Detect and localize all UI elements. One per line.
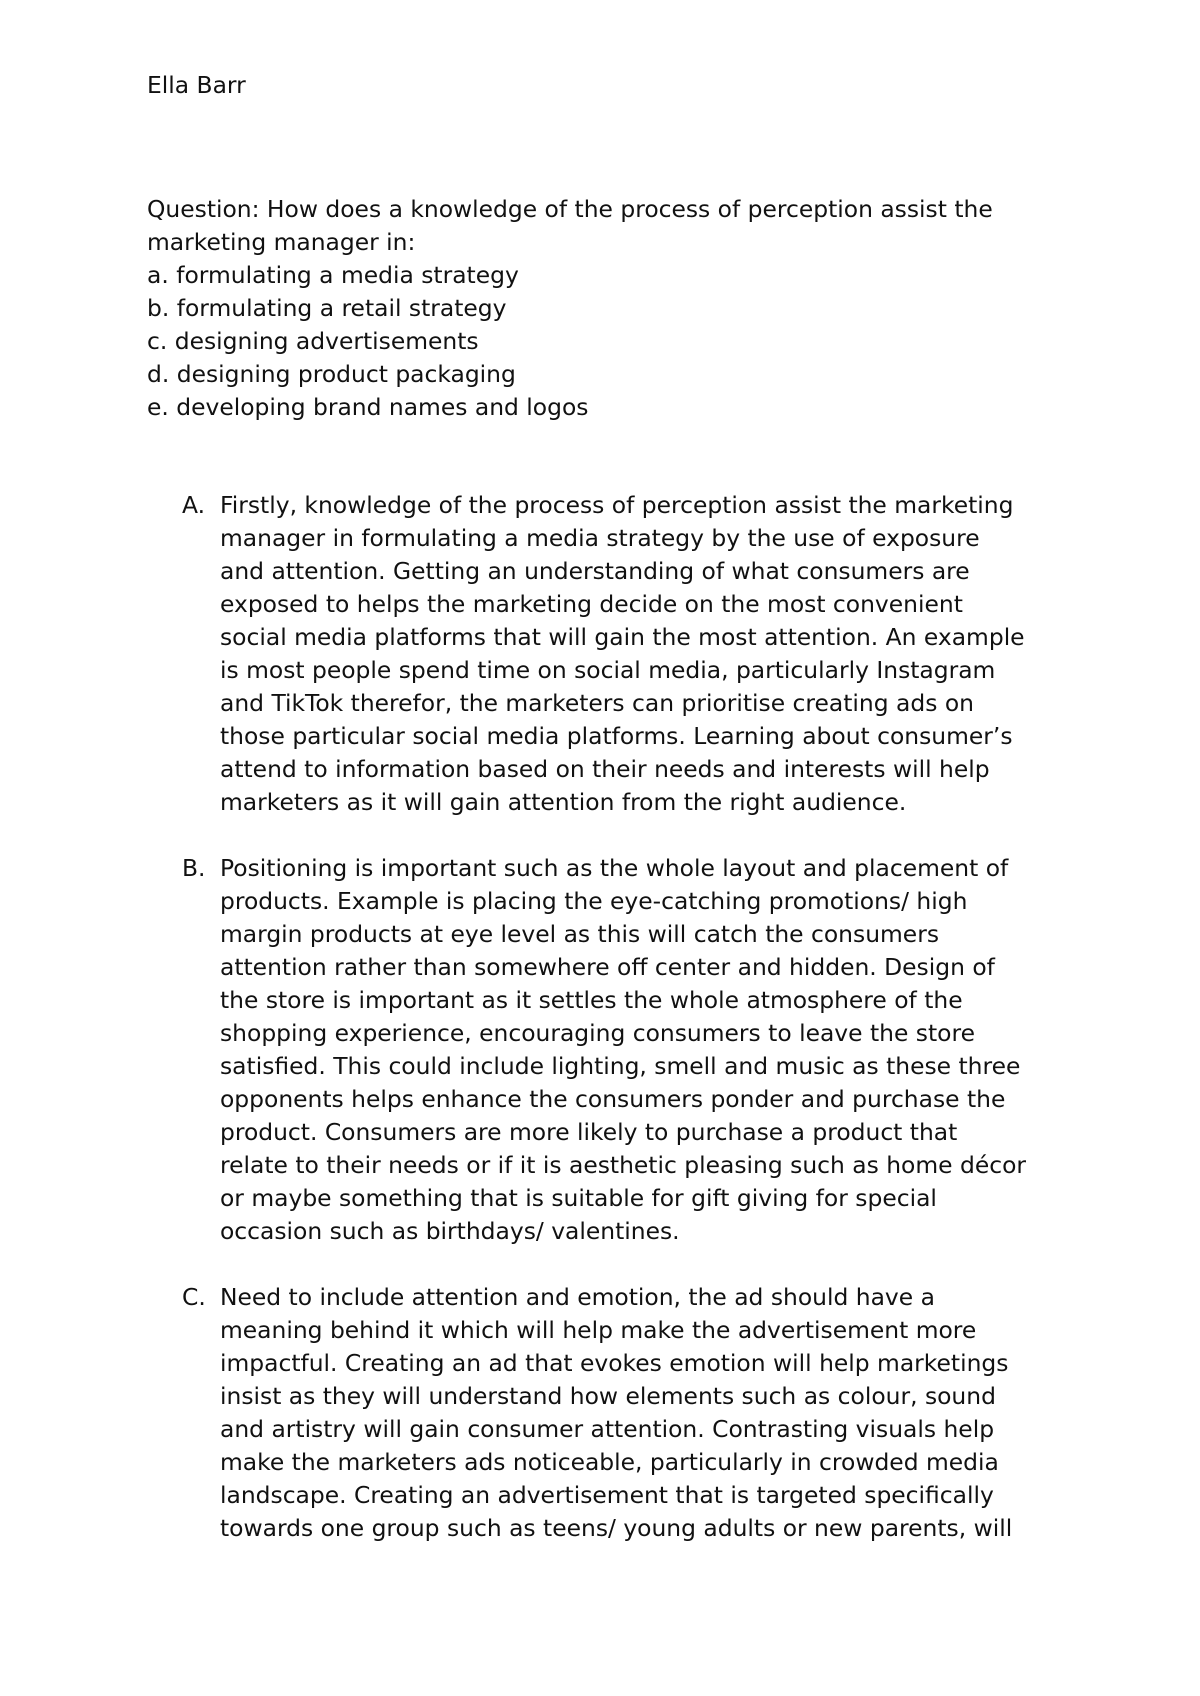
answer-line: Positioning is important such as the whole layout and placement of (220, 854, 1009, 882)
answer-line: shopping experience, encouraging consumers to leave the store (220, 1019, 975, 1047)
answer-line: opponents helps enhance the consumers ponder and purchase the (220, 1085, 1006, 1113)
answer-marker: B. (182, 854, 206, 882)
answer-line: and artistry will gain consumer attention. Contrasting visuals help (220, 1415, 995, 1443)
answer-line: insist as they will understand how elements such as colour, sound (220, 1382, 996, 1410)
answer-text (220, 852, 1100, 1248)
question-option-c: c. designing advertisements (147, 327, 479, 355)
question-option-d: d. designing product packaging (147, 360, 516, 388)
answer-line: impactful. Creating an ad that evokes emotion will help marketings (220, 1349, 1009, 1377)
author-name: Ella Barr (147, 71, 246, 99)
answer-line: Need to include attention and emotion, the ad should have a (220, 1283, 935, 1311)
answer-line: the store is important as it settles the whole atmosphere of the (220, 986, 963, 1014)
answer-line: towards one group such as teens/ young adults or new parents, will (220, 1514, 1013, 1542)
answer-b (0, 852, 1200, 1248)
answer-line: attention rather than somewhere off center and hidden. Design of (220, 953, 995, 981)
answer-line: attend to information based on their needs and interests will help (220, 755, 990, 783)
answer-line: relate to their needs or if it is aesthetic pleasing such as home décor (220, 1151, 1026, 1179)
answer-line: Firstly, knowledge of the process of perception assist the marketing (220, 491, 1014, 519)
question-option-a: a. formulating a media strategy (147, 261, 519, 289)
answer-a (0, 489, 1200, 819)
answer-line: make the marketers ads noticeable, particularly in crowded media (220, 1448, 999, 1476)
answer-line: occasion such as birthdays/ valentines. (220, 1217, 680, 1245)
question-option-e: e. developing brand names and logos (147, 393, 589, 421)
answer-line: and TikTok therefor, the marketers can prioritise creating ads on (220, 689, 974, 717)
answer-line: those particular social media platforms. Learning about consumer’s (220, 722, 1013, 750)
answer-text (220, 1281, 1100, 1545)
answer-marker: A. (182, 491, 206, 519)
answer-line: meaning behind it which will help make the advertisement more (220, 1316, 977, 1344)
answer-line: social media platforms that will gain the most attention. An example (220, 623, 1025, 651)
answer-c (0, 1281, 1200, 1545)
question-line: marketing manager in: (147, 228, 416, 256)
answer-line: marketers as it will gain attention from the right audience. (220, 788, 907, 816)
answer-line: products. Example is placing the eye-catching promotions/ high (220, 887, 968, 915)
question-line: Question: How does a knowledge of the process of perception assist the (147, 195, 993, 223)
answer-marker: C. (182, 1283, 206, 1311)
question-block (147, 193, 1087, 424)
question-option-b: b. formulating a retail strategy (147, 294, 507, 322)
answer-line: product. Consumers are more likely to purchase a product that (220, 1118, 958, 1146)
answer-line: or maybe something that is suitable for gift giving for special (220, 1184, 937, 1212)
answer-line: manager in formulating a media strategy by the use of exposure (220, 524, 980, 552)
answer-line: is most people spend time on social media, particularly Instagram (220, 656, 996, 684)
answer-line: satisfied. This could include lighting, smell and music as these three (220, 1052, 1021, 1080)
answer-line: landscape. Creating an advertisement that is targeted specifically (220, 1481, 994, 1509)
answer-text (220, 489, 1100, 819)
answer-line: margin products at eye level as this will catch the consumers (220, 920, 939, 948)
answer-line: exposed to helps the marketing decide on the most convenient (220, 590, 963, 618)
answer-list (0, 489, 1200, 1578)
answer-line: and attention. Getting an understanding of what consumers are (220, 557, 970, 585)
